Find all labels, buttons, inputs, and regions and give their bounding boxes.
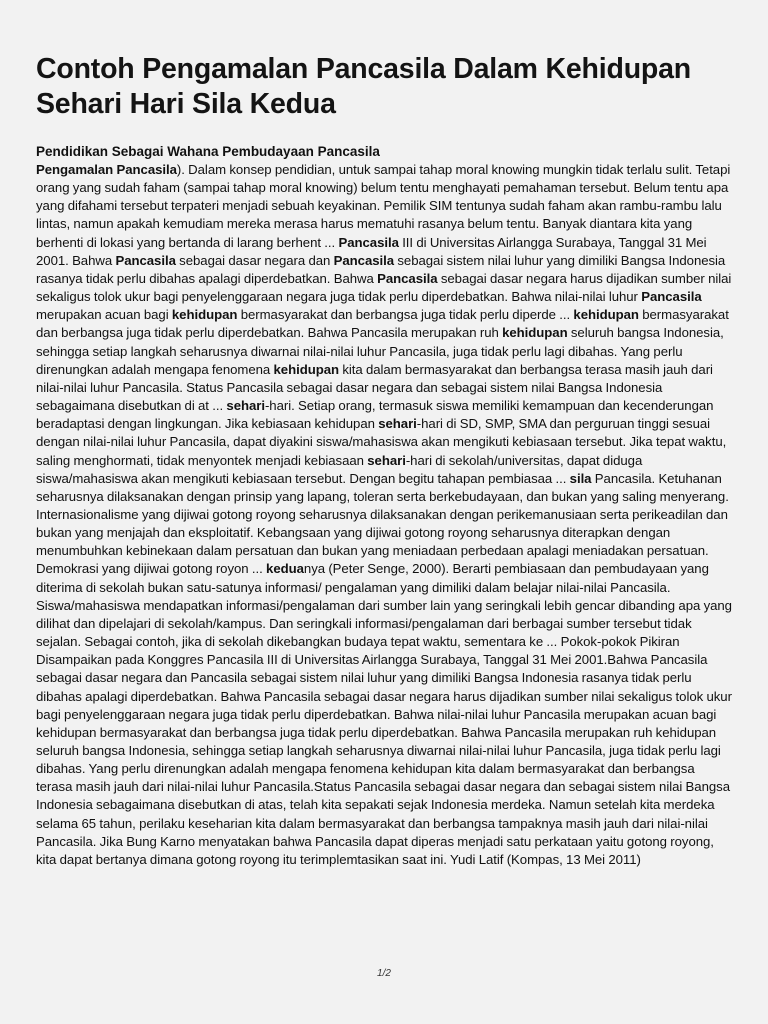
page-title: Contoh Pengamalan Pancasila Dalam Kehidupan Sehari Hari Sila Kedua: [36, 53, 691, 120]
highlighted-term: kehidupan: [502, 325, 568, 341]
text-run: seluruh bangsa Indonesia, sehingga setiap langkah seharusnya diwarnai nilai-nilai luhur Pancasila, juga tidak perlu lagi dibahas. Yang perlu direnungkan adalah mengapa fenomena: [36, 325, 724, 377]
highlighted-term: Pengamalan Pancasila: [36, 162, 177, 177]
text-run: merupakan acuan bagi: [36, 307, 172, 323]
highlighted-term: Pancasila: [333, 252, 395, 268]
highlighted-term: sehari: [226, 398, 265, 414]
text-run: sebagai dasar negara harus dijadikan sumber nilai sekaligus tolok ukur bagi penyelenggaraan negara juga tidak perlu diperdebatkan. Bahwa nilai-nilai luhur: [36, 270, 732, 305]
text-run: kita dalam bermasyarakat dan berbangsa terasa masih jauh dari nilai-nilai luhur Pancasila. Status Pancasila sebagai dasar negara dan sebagai sistem nilai Bangsa Indonesia sebagaimana disebutkan di at ...: [36, 361, 713, 414]
highlighted-term: sehari: [367, 452, 406, 468]
highlighted-term: Pancasila: [641, 289, 702, 305]
text-run: bermasyarakat dan berbangsa juga tidak perlu diperdebatkan. Bahwa Pancasila merupakan ruh: [36, 307, 729, 341]
text-run: III di Universitas Airlangga Surabaya, Tanggal 31 Mei 2001. Bahwa: [36, 234, 707, 268]
text-run: sebagai dasar negara dan: [175, 252, 334, 268]
highlighted-term: kehidupan: [171, 307, 238, 323]
text-run: -hari di sekolah/universitas, dapat diduga siswa/mahasiswa akan mengikuti kebiasaan tersebut. Dengan begitu tahapan pembiasaa ...: [36, 452, 643, 486]
text-run: sebagai sistem nilai luhur yang dimiliki Bangsa Indonesia rasanya tidak perlu dibahas apalagi diperdebatkan. Bahwa: [36, 252, 726, 286]
text-run: ). Dalam konsep pendidian, untuk sampai tahap moral knowing mungkin tidak terlalu sulit. Tetapi orang yang sudah faham (sampai tahap moral knowing) belum tentu menghayati pemahaman tersebut. Belum tentu apa yang difahami tersebut terpateri menjadi sebuah keyakinan. Pemilik SIM tentunya sudah faham akan rambu-rambu lalu lintas, namun apakah kemudiam mereka merasa harus mematuhi rasanya belum tentu. Banyak diantara kita yang berhenti di lokasi yang bertanda di larang berhent ...: [36, 162, 731, 250]
body-paragraph: [36, 161, 732, 869]
text-run: -hari di SD, SMP, SMA dan perguruan tinggi sesuai dengan nilai-nilai luhur Pancasila, dapat diyakini siswa/mahasiswa akan mengikuti kebiasaan tersebut. Jika tepat waktu, saling menghormati, tidak menyontek menjadi kebiasaan: [36, 416, 727, 468]
text-run: -hari. Setiap orang, termasuk siswa memiliki kemampuan dan kecenderungan beradaptasi dengan lingkungan. Jika kebiasaan kehidupan: [36, 398, 714, 432]
highlighted-term: kehidupan: [273, 361, 339, 377]
highlighted-term: sehari: [378, 416, 417, 432]
document-page: [36, 52, 732, 869]
text-run: nya (Peter Senge, 2000). Berarti pembiasaan dan pembudayaan yang diterima di sekolah bukan satu-satunya informasi/ pengalaman yang dimiliki dalam belajar nilai-nilai Pancasila. Siswa/mahasiswa mendapatkan informasi/pengalaman dari sumber lain yang seringkali lebih gencar dibanding apa yang dilihat dan dipelajari di sekolah/kampus. Dan seringkali informasi/pengalaman dari berbagai sumber tersebut tidak sejalan. Sebagai contoh, jika di sekolah dikebangkan budaya tepat waktu, sementara ke ... Pokok-pokok Pikiran Disampaikan pada Konggres Pancasila III di Universitas Airlangga Surabaya, Tanggal 31 Mei 2001.Bahwa Pancasila sebagai dasar negara dan Pancasila sebagai sistem nilai luhur yang dimiliki Bangsa Indonesia rasanya tidak perlu dibahas apalagi diperdebatkan. Bahwa Pancasila sebagai dasar negara harus dijadikan sumber nilai sekaligus tolok ukur bagi penyelenggaraan negara juga tidak perlu diperdebatkan. Bahwa nilai-nilai luhur Pancasila merupakan acuan bagi kehidupan bermasyarakat dan berbangsa juga tidak perlu diperdebatkan. Bahwa Pancasila merupakan ruh kehidupan seluruh bangsa Indonesia, sehingga setiap langkah seharusnya diwarnai nilai-nilai luhur Pancasila, juga tidak perlu lagi dibahas. Yang perlu direnungkan adalah mengapa fenomena kehidupan kita dalam bermasyarakat dan berbangsa terasa masih jauh dari nilai-nilai luhur Pancasila.Status Pancasila sebagai dasar negara dan sebagai sistem nilai Bangsa Indonesia sebagaimana disebutkan di atas, telah kita sepakati sejak Indonesia merdeka. Namun setelah kita merdeka selama 65 tahun, perilaku keseharian kita dalam bermasyarakat dan berbangsa tampaknya masih jauh dari nilai-nilai Pancasila. Jika Bung Karno menyatakan bahwa Pancasila dapat diperas menjadi satu perkataan yaitu gotong royong, kita dapat bertanya dimana gotong royong itu terimplemtasikan saat ini. Yudi Latif (Kompas, 13 Mei 2011): [36, 561, 732, 867]
highlighted-term: Pancasila: [338, 234, 399, 250]
section-heading: Pendidikan Sebagai Wahana Pembudayaan Pancasila: [36, 144, 380, 159]
highlighted-term: sila: [569, 470, 592, 486]
highlighted-term: kehidupan: [573, 307, 639, 323]
page-number: 1/2: [377, 968, 391, 979]
highlighted-term: Pancasila: [115, 252, 176, 268]
highlighted-term: Pancasila: [377, 270, 438, 286]
highlighted-term: kedua: [266, 561, 304, 577]
text-run: Pancasila. Ketuhanan seharusnya dilaksanakan dengan prinsip yang lapang, toleran serta berkebudayaan, dan bukan yang saling menyerang. Internasionalisme yang dijiwai gotong royong seharusnya dilaksanakan dengan perikemanusiaan serta perikeadilan dan bukan yang menjajah dan eksploitatif. Kebangsaan yang dijiwai gotong royong seharusnya diterapkan dengan menumbuhkan kebinekaan dalam persatuan dan bukan yang meniadaan perbedaan apalagi meniadakan persatuan. Demokrasi yang dijiwai gotong royon ...: [36, 470, 729, 577]
text-run: bermasyarakat dan berbangsa juga tidak perlu diperde ...: [237, 307, 574, 323]
